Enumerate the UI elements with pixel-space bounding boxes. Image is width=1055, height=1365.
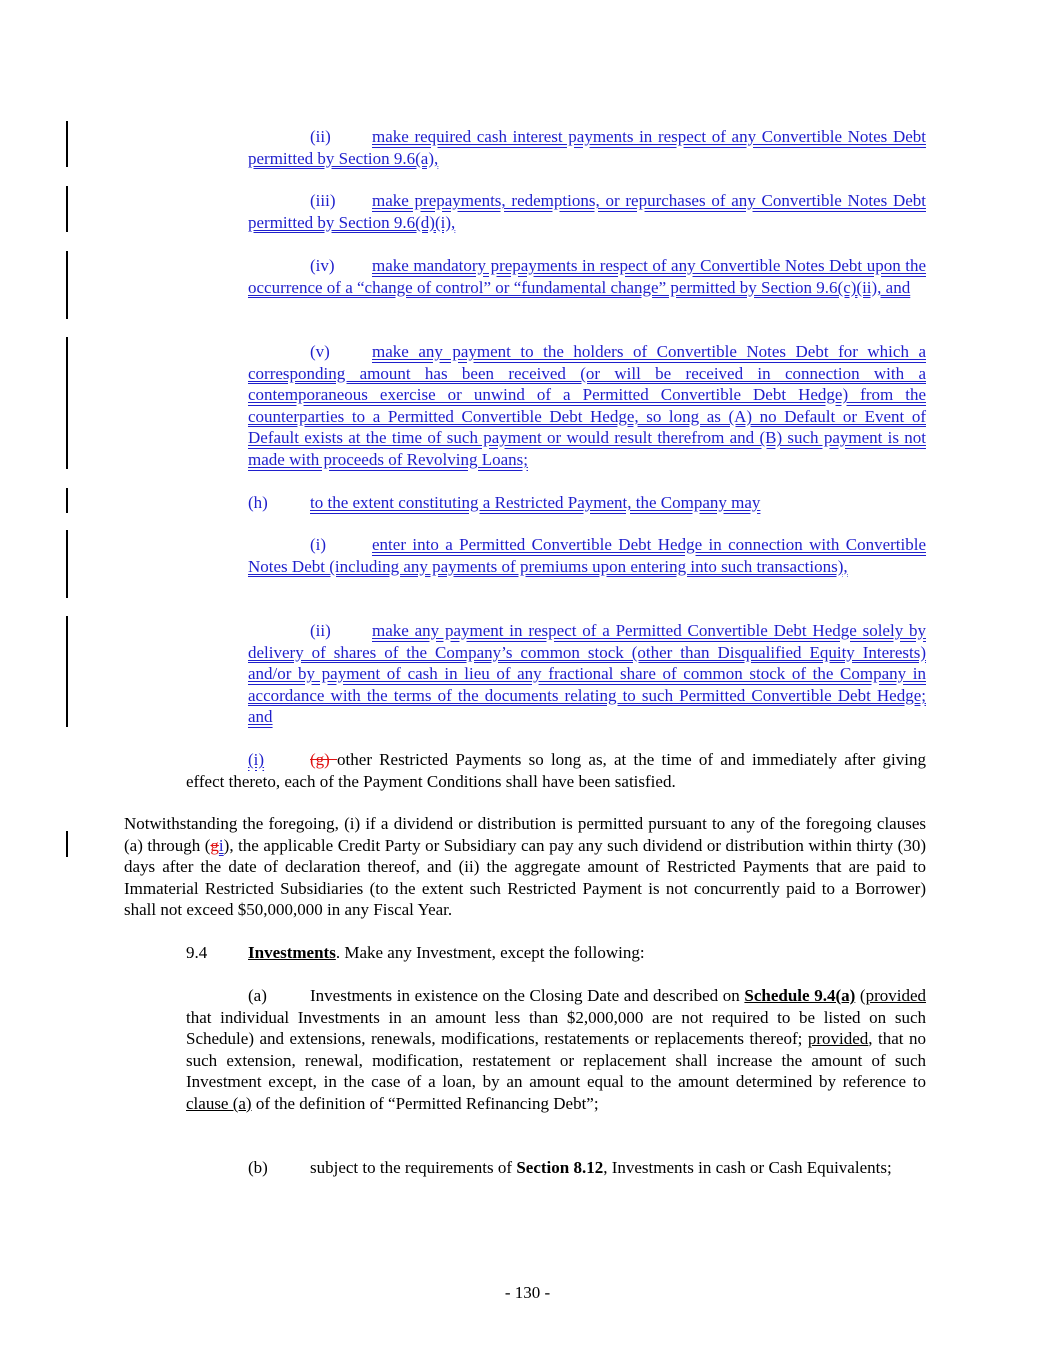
clause-label-deleted: (g) (310, 750, 338, 769)
paragraph-b (186, 1157, 926, 1179)
clause-label: (b) (248, 1158, 268, 1177)
paragraph-g-iv (248, 255, 926, 298)
page-number: - 130 - (504, 1283, 551, 1302)
text: , that no such extension, renewal, modification, restatement or replacement shall increase the amount of such Investment except, in the case of a loan, by an amount equal to the amount determined by reference to (186, 1029, 926, 1092)
clause-label: (i) (310, 535, 327, 554)
section-heading-9-4 (186, 942, 926, 964)
change-bar (66, 616, 68, 727)
clause-label: (v) (310, 342, 330, 361)
paragraph-g-v (248, 341, 926, 471)
paragraph-h (248, 492, 926, 514)
change-bar (66, 488, 68, 513)
text: of the definition of “Permitted Refinancing Debt”; (251, 1093, 599, 1113)
clause-text: enter into a Permitted Convertible Debt Hedge in connection with Convertible Notes Debt (including any payments of premiums upon entering into such transactions), (248, 535, 926, 576)
clause-label: (a) (248, 986, 267, 1005)
clause-text: make any payment in respect of a Permitted Convertible Debt Hedge solely by delivery of shares of the Company’s common stock (other than Disqualified Equity Interests) and/or by payment of cash in lieu of any fractional share of common stock of the Company in accordance with the terms of the documents relating to such Permitted Convertible Debt Hedge; and (248, 621, 926, 727)
inserted-text: i (218, 835, 224, 855)
text: subject to the requirements of (310, 1158, 517, 1177)
text: that individual Investments in an amount less than $2,000,000 are not required to be listed on such Schedule) and extensions, renewals, modifications, restatements or replacements thereof; (186, 1007, 926, 1049)
clause-text: make required cash interest payments in respect of any Convertible Notes Debt permitted by Section 9.6(a), (248, 127, 926, 168)
text: ), the applicable Credit Party or Subsidiary can pay any such dividend or distribution within thirty (30) days after the date of declaration thereof, and (ii) the aggregate amount of Restricted Payments that are paid to Immaterial Restricted Subsidiaries (to the extent such Restricted Payment is not concurrently paid to a Borrower) shall not exceed $50,000,000 in any Fiscal Year. (124, 835, 926, 920)
text: ( (855, 986, 866, 1005)
section-number: 9.4 (186, 943, 208, 962)
clause-label: (ii) (310, 621, 331, 640)
paragraph-g-iii (248, 190, 926, 233)
change-bar (66, 186, 68, 232)
change-bar (66, 530, 68, 598)
provided-term: provided (865, 986, 927, 1005)
paragraph-h-ii (248, 620, 926, 728)
clause-text: make prepayments, redemptions, or repurchases of any Convertible Notes Debt permitted by Section 9.6(d)(i), (248, 191, 926, 232)
schedule-reference: Schedule 9.4(a) (744, 986, 856, 1005)
change-bar (66, 251, 68, 319)
text: Investments in existence on the Closing Date and described on (310, 986, 745, 1005)
clause-text: make mandatory prepayments in respect of any Convertible Notes Debt upon the occurrence of a “change of control” or “fundamental change” permitted by Section 9.6(c)(ii), and (248, 256, 926, 297)
clause-text: other Restricted Payments so long as, at the time of and immediately after giving effect thereto, each of the Payment Conditions shall have been satisfied. (186, 750, 926, 791)
change-bar (66, 121, 68, 167)
clause-text: to the extent constituting a Restricted Payment, the Company may (310, 493, 761, 512)
clause-reference: clause (a) (186, 1093, 252, 1113)
section-text: . Make any Investment, except the following: (335, 943, 645, 962)
paragraph-notwithstanding (124, 813, 926, 921)
text: , Investments in cash or Cash Equivalents; (603, 1158, 892, 1177)
section-reference: Section 8.12 (516, 1158, 604, 1177)
clause-label-new: (i) (248, 750, 265, 769)
paragraph-h-i (248, 534, 926, 577)
provided-term: provided (807, 1029, 869, 1049)
paragraph-g-ii (248, 126, 926, 169)
section-title: Investments (248, 943, 336, 962)
paragraph-i (186, 749, 926, 792)
clause-label: (iv) (310, 256, 335, 275)
clause-label: (iii) (310, 191, 336, 210)
deleted-text: g (210, 835, 219, 855)
text: Notwithstanding the foregoing, (i) if a dividend or distribution is permitted pursuant to any of the foregoing clauses (a) through ( (124, 814, 926, 855)
clause-label: (ii) (310, 127, 331, 146)
change-bar (66, 831, 68, 857)
clause-label: (h) (248, 493, 268, 512)
paragraph-a (186, 985, 926, 1115)
change-bar (66, 337, 68, 469)
clause-text: make any payment to the holders of Convertible Notes Debt for which a corresponding amount has been received (or will be received in connection with a contemporaneous exercise or unwind of a Permitted Convertible Debt Hedge) from the counterparties to a Permitted Convertible Debt Hedge, so long as (A) no Default or Event of Default exists at the time of such payment or would result therefrom and (B) such payment is not made with proceeds of Revolving Loans; (248, 342, 926, 469)
